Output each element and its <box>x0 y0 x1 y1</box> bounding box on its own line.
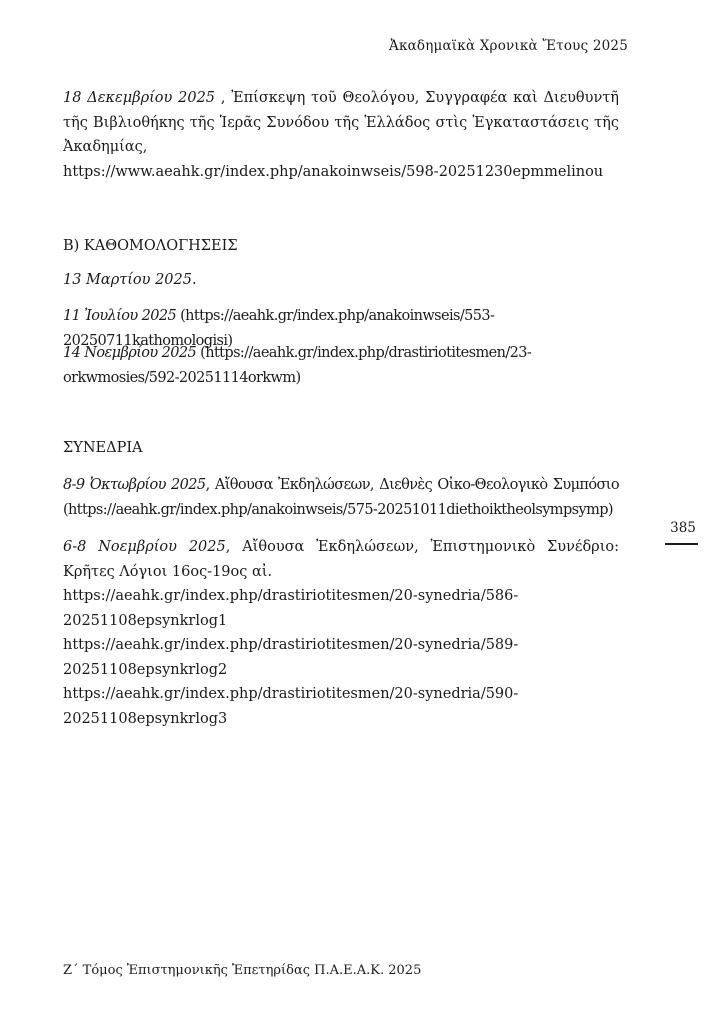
conference-item-1 <box>63 473 619 522</box>
oath-text: . <box>192 272 197 288</box>
conference-url-2[interactable] <box>63 633 619 682</box>
oath-date: 11 Ἰουλίου 2025 <box>63 308 177 324</box>
conference-url-line: 20251108epsynkrlog1 <box>63 612 228 629</box>
conference-url-line: https://aeahk.gr/index.php/drastiriotitesmen/20-synedria/590- <box>63 686 519 702</box>
conference-url-1[interactable] <box>63 584 619 633</box>
section-heading-kathomologiseis: Β) ΚΑΘΟΜΟΛΟΓΗΣΕΙΣ <box>63 238 238 254</box>
event-date: 18 Δεκεμβρίου 2025 <box>63 90 216 106</box>
conference-date: 6-8 Νοεμβρίου 2025 <box>63 539 226 555</box>
event-description: , Ἐπίσκεψη τοῦ Θεολόγου, Συγγραφέα καὶ Διευθυντῆ τῆς Βιβλιοθήκης τῆς Ἱερᾶς Συνόδου τῆς Ἑλλάδος στὶς Ἐγκαταστάσεις τῆς Ἀκαδημίας, <box>63 90 619 155</box>
event-december-text <box>63 86 619 160</box>
conference-text: , Αἴθουσα Ἐκδηλώσεων, Ἐπιστημονικὸ Συνέδριο: Κρῆτες Λόγιοι 16ος-19ος αἰ. <box>63 539 619 580</box>
oath-item-1 <box>63 268 619 293</box>
conference-item-2 <box>63 535 619 731</box>
running-footer: Ζ΄ Τόμος Ἐπιστημονικῆς Ἐπετηρίδας Π.Α.Ε.Α.Κ. 2025 <box>63 963 422 978</box>
oath-date: 14 Νοεμβρίου 2025 <box>63 345 197 361</box>
event-url[interactable]: https://www.aeahk.gr/index.php/anakoinwseis/598-20251230epmmelinou <box>63 163 604 180</box>
conference-date: 8-9 Ὀκτωβρίου 2025 <box>63 477 206 493</box>
conference-url-3[interactable] <box>63 682 619 731</box>
section-heading-synedria: ΣΥΝΕΔΡΙΑ <box>63 440 143 456</box>
conference-url-line: 20251108epsynkrlog3 <box>63 710 228 727</box>
conference-url-line: https://aeahk.gr/index.php/drastiriotitesmen/20-synedria/589- <box>63 637 519 653</box>
conference-text: , Αἴθουσα Ἐκδηλώσεων, Διεθνὲς Οἰκο-Θεολογικὸ Συμπόσιο (https://aeahk.gr/index.php/anakoinwseis/575-20251011diethoiktheolsympsymp) <box>63 477 619 518</box>
oath-date: 13 Μαρτίου 2025 <box>63 272 192 288</box>
conference-description <box>63 535 619 584</box>
conference-url-line: https://aeahk.gr/index.php/drastiriotitesmen/20-synedria/586- <box>63 588 519 604</box>
oath-link[interactable]: (https://aeahk.gr/index.php/drastiriotitesmen/23-orkwmosies/592-20251114orkwm) <box>63 345 532 386</box>
page-number: 385 <box>670 520 696 536</box>
conference-url-line: 20251108epsynkrlog2 <box>63 661 228 678</box>
running-header: Ἀκαδημαϊκὰ Χρονικὰ Ἔτους 2025 <box>389 38 628 54</box>
event-december <box>63 86 619 184</box>
page-number-rule <box>665 543 698 545</box>
oath-link[interactable]: (https://aeahk.gr/index.php/anakoinwseis/553-20250711kathomologisi) <box>63 308 495 349</box>
oath-item-3 <box>63 341 619 390</box>
